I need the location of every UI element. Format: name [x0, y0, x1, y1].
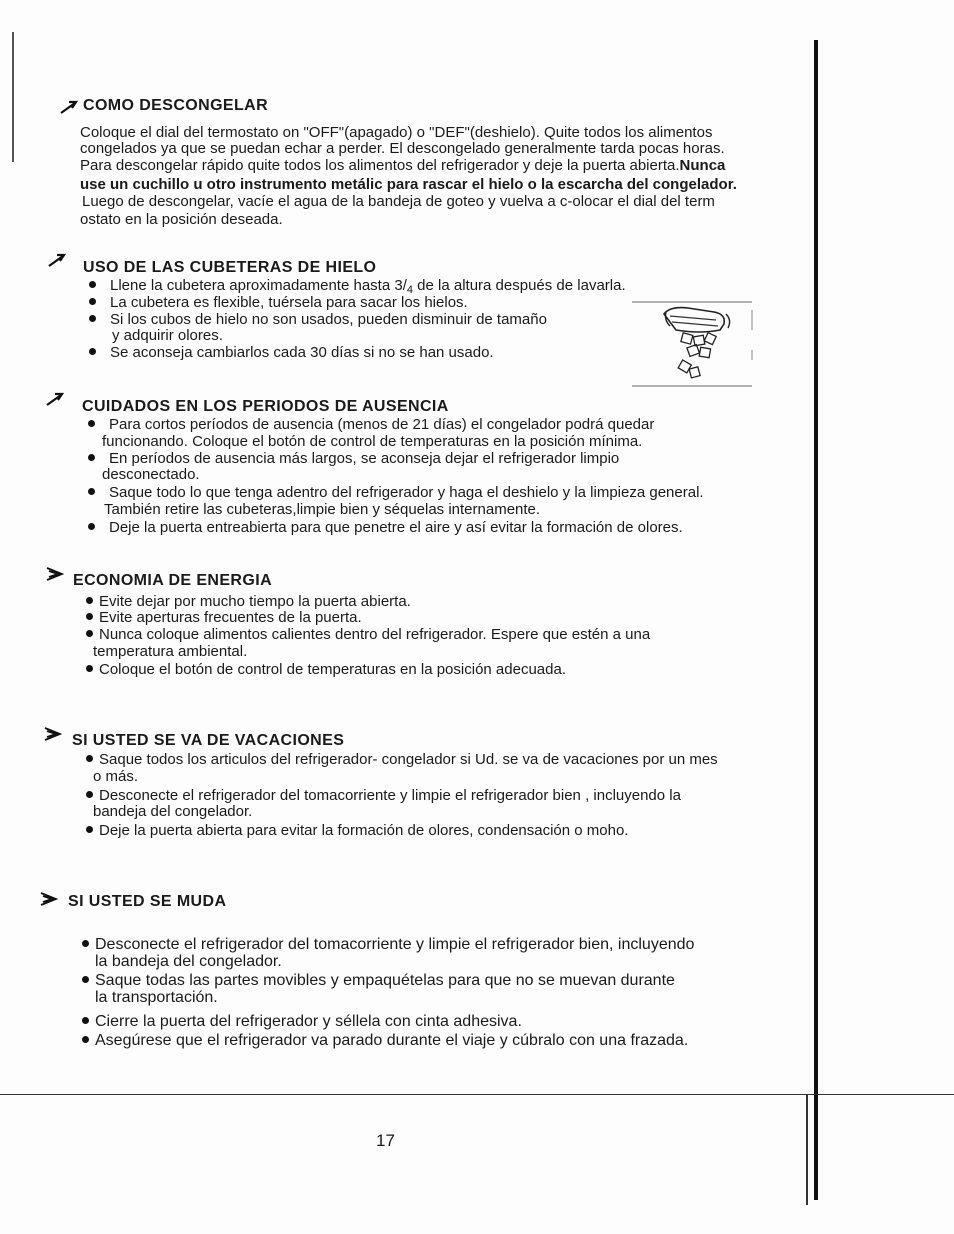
- list-item: Evite dejar por mucho tiempo la puerta abierta.: [86, 593, 411, 610]
- heading-como-descongelar: COMO DESCONGELAR: [83, 97, 269, 114]
- page-number: 17: [376, 1131, 395, 1150]
- text-line: [80, 157, 725, 174]
- list-item: Desconecte el refrigerador del tomacorriente y limpie el refrigerador bien , incluyendo la: [86, 787, 681, 804]
- text-line: También retire las cubeteras,limpie bien y séquelas internamente.: [104, 501, 541, 518]
- list-item: Nunca coloque alimentos calientes dentro del refrigerador. Espere que estén a una: [86, 626, 650, 643]
- list-item: Se aconseja cambiarlos cada 30 días si no se han usado.: [89, 344, 494, 361]
- section-arrow-icon: [60, 100, 78, 114]
- text-span: Para descongelar rápido quite todos los alimentos del refrigerador y deje la puerta abierta.: [80, 157, 680, 174]
- section-arrow-icon: [40, 892, 58, 906]
- list-item: Saque todos los articulos del refrigerador- congelador si Ud. se va de vacaciones por un mes: [86, 751, 718, 768]
- text-line: desconectado.: [102, 466, 200, 483]
- list-item: Cierre la puerta del refrigerador y séllela con cinta adhesiva.: [82, 1013, 522, 1030]
- text-line: ostato en la posición deseada.: [80, 211, 283, 228]
- heading-muda: SI USTED SE MUDA: [68, 893, 227, 910]
- text-line: bandeja del congelador.: [93, 803, 253, 820]
- list-item: Coloque el botón de control de temperaturas en la posición adecuada.: [86, 661, 566, 678]
- list-item: Para cortos períodos de ausencia (menos de 21 días) el congelador podrá quedar: [88, 416, 654, 433]
- list-item: Llene la cubetera aproximadamente hasta $3/_4$ de la altura después de lavarla.: [89, 277, 626, 299]
- text-line: temperatura ambiental.: [93, 643, 248, 660]
- text-line: Luego de descongelar, vacíe el agua de la bandeja de goteo y vuelva a c-olocar el dial del term: [82, 193, 715, 210]
- page-right-border-secondary: [806, 1095, 808, 1205]
- text-line: y adquirir olores.: [112, 327, 223, 344]
- ice-tray-illustration: [630, 300, 754, 388]
- section-arrow-icon: [44, 727, 62, 741]
- page-right-border: [814, 40, 818, 1200]
- footer-rule: [0, 1094, 954, 1095]
- list-item: Asegúrese que el refrigerador va parado durante el viaje y cúbralo con una frazada.: [82, 1032, 688, 1049]
- section-arrow-icon: [46, 567, 64, 581]
- heading-energia: ECONOMIA DE ENERGIA: [73, 572, 273, 589]
- list-item: Saque todas las partes movibles y empaquételas para que no se muevan durante: [82, 972, 675, 989]
- list-item: Saque todo lo que tenga adentro del refrigerador y haga el deshielo y la limpieza general.: [88, 484, 704, 501]
- section-arrow-icon: [46, 392, 64, 406]
- list-item: Desconecte el refrigerador del tomacorriente y limpie el refrigerador bien, incluyendo: [82, 936, 694, 953]
- list-item: Si los cubos de hielo no son usados, pueden disminuir de tamaño: [89, 311, 547, 328]
- section-arrow-icon: [48, 253, 66, 267]
- list-item: La cubetera es flexible, tuérsela para sacar los hielos.: [89, 294, 468, 311]
- scan-left-edge: [12, 32, 14, 162]
- list-item: Deje la puerta abierta para evitar la formación de olores, condensación o moho.: [86, 822, 628, 839]
- text-line: funcionando. Coloque el botón de control de temperaturas en la posición mínima.: [102, 433, 643, 450]
- text-span-bold: Nunca: [679, 157, 726, 174]
- heading-ausencia: CUIDADOS EN LOS PERIODOS DE AUSENCIA: [82, 398, 449, 415]
- list-item: En períodos de ausencia más largos, se aconseja dejar el refrigerador limpio: [88, 450, 619, 467]
- text-line: la bandeja del congelador.: [95, 953, 282, 970]
- text-line: la transportación.: [95, 989, 218, 1006]
- text-line-bold: use un cuchillo u otro instrumento metálic para rascar el hielo o la escarcha del congelador.: [80, 176, 737, 193]
- heading-vacaciones: SI USTED SE VA DE VACACIONES: [72, 732, 345, 749]
- text-line: congelados ya que se puedan echar a perder. El descongelado generalmente tarda pocas horas.: [80, 140, 725, 157]
- text-line: o más.: [93, 768, 139, 785]
- heading-cubeteras: USO DE LAS CUBETERAS DE HIELO: [83, 259, 377, 276]
- list-item: Deje la puerta entreabierta para que penetre el aire y así evitar la formación de olores.: [88, 519, 683, 536]
- list-item: Evite aperturas frecuentes de la puerta.: [86, 609, 362, 626]
- text-line: Coloque el dial del termostato on "OFF"(apagado) o "DEF"(deshielo). Quite todos los alimentos: [80, 124, 713, 141]
